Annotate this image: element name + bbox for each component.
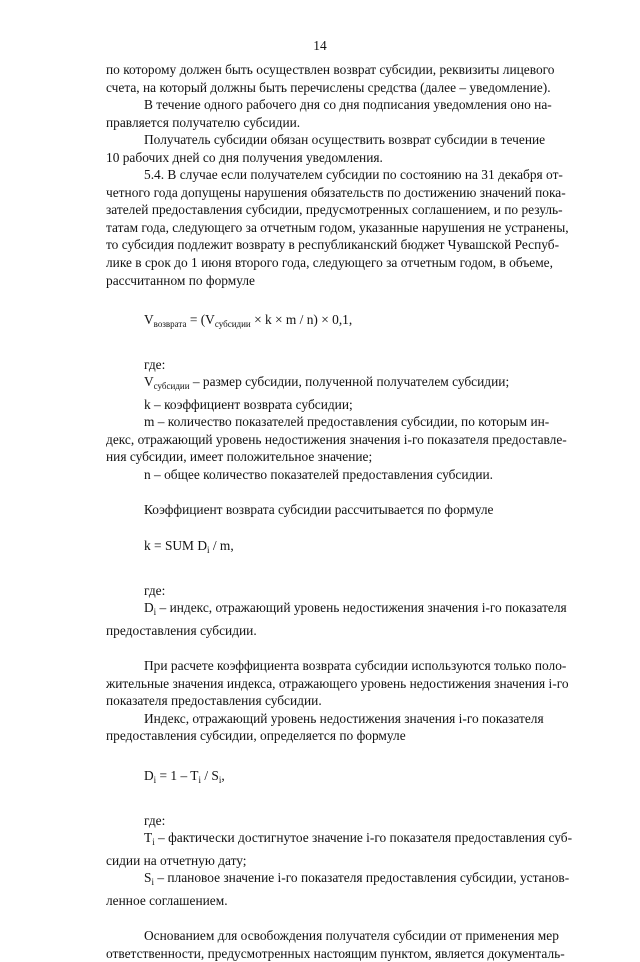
- definition-k: k – коэффициент возврата субсидии;: [144, 396, 353, 412]
- formula-index: $D_i = 1 - T_i / S_i$,: [144, 767, 225, 785]
- paragraph-positive-values: При расчете коэффициента возврата субсидии используются только поло- жительные значения индекса, отражающего уровень недостижения значения i-го показателя предоставления субсидии.: [106, 658, 569, 709]
- paragraph-index-definition: Индекс, отражающий уровень недостижения значения i-го показателя предоставления субсидии, определяется по формуле: [106, 710, 544, 744]
- definition-v-subsidy: $V_{субсидии}$ – размер субсидии, полученной получателем субсидии;: [144, 374, 510, 392]
- where-label: где:: [144, 812, 166, 828]
- coefficient-intro: Коэффициент возврата субсидии рассчитывается по формуле: [144, 502, 494, 518]
- paragraph-notice-delivery: В течение одного рабочего дня со дня подписания уведомления оно на- правляется получателю субсидии.: [106, 97, 552, 130]
- page-number: 14: [313, 38, 327, 53]
- document-body: [106, 61, 594, 962]
- paragraph-release-grounds: Основанием для освобождения получателя субсидии от применения мер ответственности, предусмотренных настоящим пунктом, является документаль-: [106, 928, 565, 961]
- definition-s: $S_i$ – плановое значение i-го показателя предоставления субсидии, установ- ленное соглашением.: [106, 870, 570, 908]
- paragraph-return-obligation: Получатель субсидии обязан осуществить возврат субсидии в течение 10 рабочих дней со дня получения уведомления.: [106, 132, 546, 165]
- definition-n: n – общее количество показателей предоставления субсидии.: [144, 466, 494, 482]
- definition-t: $T_i$ – фактически достигнутое значение i-го показателя предоставления суб- сидии на отчетную дату;: [106, 830, 573, 868]
- where-label: где:: [144, 582, 166, 598]
- paragraph-clause-5-4: 5.4. В случае если получателем субсидии по состоянию на 31 декабря от- четного года допущены нарушения обязательств по достижению значений пока- зателей предоставления субсидии, предусмотренных соглашением, и по резуль- татам года, следующего за отчетным годом, указанные нарушения не устранены, то субсидия подлежит возврату в республиканский бюджет Чувашской Респуб- лике в срок до 1 июня второго года, следующего за отчетным годом, в объеме, рассчитанном по формуле: [106, 167, 569, 288]
- definition-d: $D_i$ – индекс, отражающий уровень недостижения значения i-го показателя предоставления субсидии.: [106, 600, 567, 638]
- formula-refund: $V_{возврата} = (V_{субсидии} \times k \times m / n) \times 0,1$,: [144, 312, 353, 330]
- paragraph-continuation: по которому должен быть осуществлен возврат субсидии, реквизиты лицевого счета, на который должны быть перечислены средства (далее – уведомление).: [106, 62, 555, 95]
- definition-m: m – количество показателей предоставления субсидии, по которым ин- декс, отражающий уровень недостижения значения i-го показателя предоставле- ния субсидии, имеет положительное значение;: [106, 414, 567, 465]
- formula-coefficient: k = SUM $D_i$ / m,: [144, 538, 234, 556]
- where-label: где:: [144, 356, 166, 372]
